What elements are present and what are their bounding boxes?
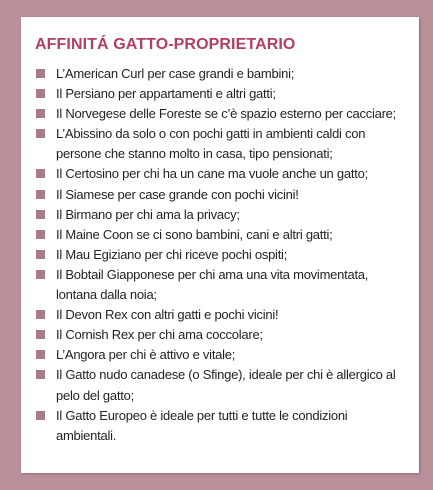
list-item-text: Il Bobtail Giapponese per chi ama una vita movimentata, lontana dalla noia; <box>56 266 369 303</box>
list-item-text: L’American Curl per case grandi e bambini; <box>56 66 295 81</box>
square-bullet-icon <box>36 210 45 219</box>
list-item <box>33 325 405 345</box>
list-item-text: Il Certosino per chi ha un cane ma vuole anche un gatto; <box>56 166 368 182</box>
list-item-text: L’Angora per chi è attivo e vitale; <box>56 347 236 363</box>
list-item-text: Il Persiano per appartamenti e altri gatti; <box>56 86 276 102</box>
list-item <box>33 406 405 446</box>
square-bullet-icon <box>36 250 45 259</box>
square-bullet-icon <box>36 411 45 420</box>
info-card <box>21 17 419 473</box>
list-item-text: Il Devon Rex con altri gatti e pochi vicini! <box>56 307 279 323</box>
breed-affinity-list <box>33 64 405 446</box>
square-bullet-icon <box>36 169 45 178</box>
list-item-text: Il Birmano per chi ama la privacy; <box>56 206 240 222</box>
square-bullet-icon <box>36 310 45 319</box>
list-item-text: Il Gatto Europeo è ideale per tutti e tutte le condizioni ambientali. <box>56 407 348 443</box>
list-item-text: Il Gatto nudo canadese (o Sfinge), ideale per chi è allergico al pelo del gatto; <box>56 367 396 403</box>
list-item <box>33 164 405 184</box>
list-item-text: Il Cornish Rex per chi ama coccolare; <box>56 327 263 343</box>
list-item <box>33 205 405 225</box>
list-item <box>33 84 405 104</box>
square-bullet-icon <box>36 330 45 339</box>
list-item-text: L’Abissino da solo o con pochi gatti in ambienti caldi con persone che stanno molto in casa, tipo pensionati; <box>56 126 366 162</box>
list-item <box>33 185 405 205</box>
list-item <box>33 365 405 405</box>
square-bullet-icon <box>36 109 45 118</box>
square-bullet-icon <box>36 350 45 359</box>
list-item-text: Il Norvegese delle Foreste se c’è spazio esterno per cacciare; <box>56 106 397 122</box>
square-bullet-icon <box>36 190 45 199</box>
square-bullet-icon <box>36 69 45 78</box>
list-item <box>33 245 405 265</box>
square-bullet-icon <box>36 370 45 379</box>
list-item-text: Il Mau Egiziano per chi riceve pochi ospiti; <box>56 246 288 262</box>
list-item-text: Il Maine Coon se ci sono bambini, cani e altri gatti; <box>56 226 333 242</box>
square-bullet-icon <box>36 270 45 279</box>
list-item-text: Il Siamese per case grande con pochi vicini! <box>56 186 299 202</box>
square-bullet-icon <box>36 129 45 138</box>
square-bullet-icon <box>36 89 45 98</box>
card-title: AFFINITÁ GATTO-PROPRIETARIO <box>35 36 296 53</box>
list-item <box>33 305 405 325</box>
list-item <box>33 345 405 365</box>
square-bullet-icon <box>36 230 45 239</box>
list-item <box>33 225 405 245</box>
list-item <box>33 104 405 124</box>
list-item <box>33 64 405 84</box>
list-item <box>33 124 405 164</box>
list-item <box>33 265 405 305</box>
